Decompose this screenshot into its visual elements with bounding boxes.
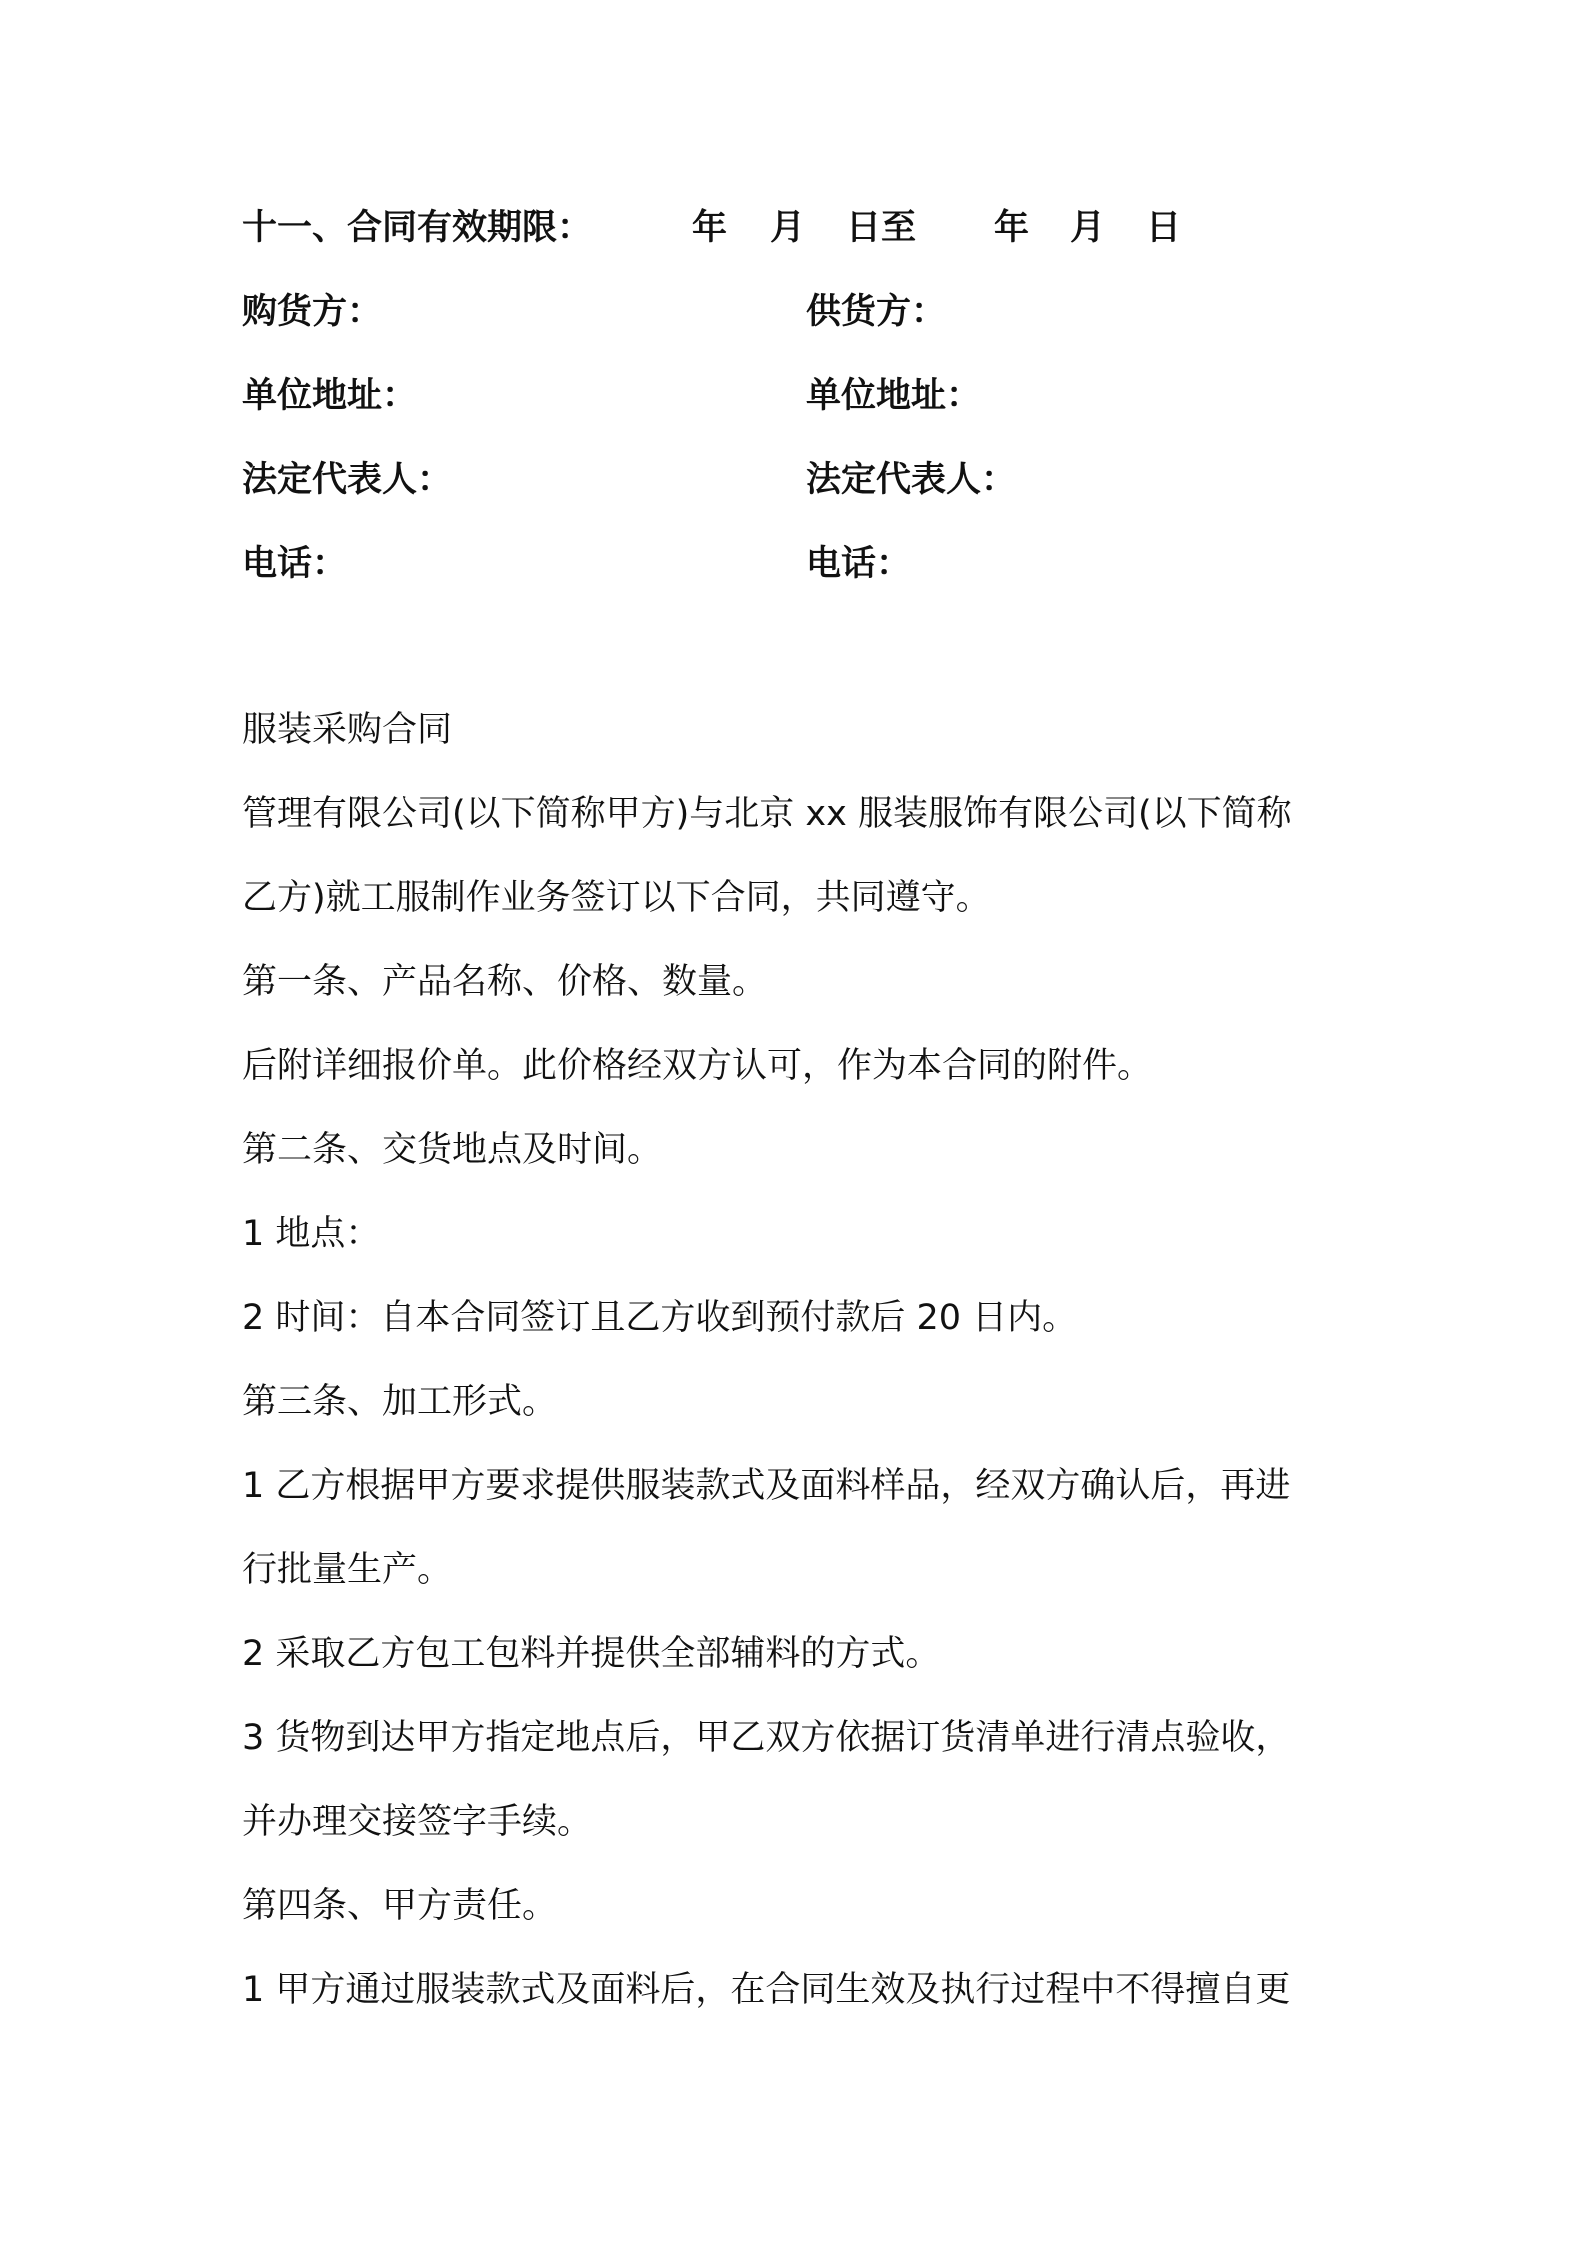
body-line: 行批量生产。 [242,1550,453,1590]
start-year-label: 年 [692,208,728,248]
body-line: 乙方)就工服制作业务签订以下合同，共同遵守。 [242,878,991,918]
buyer-label: 购货方： [242,292,383,332]
start-day-to-label: 日至 [846,208,917,248]
body-line: 1 地点： [242,1214,381,1254]
article-heading: 第三条、加工形式。 [242,1382,558,1422]
seller-phone-label: 电话： [806,544,912,584]
end-day-label: 日 [1146,208,1182,248]
contract-title: 服装采购合同 [242,710,453,750]
start-month-label: 月 [770,208,806,248]
seller-address-label: 单位地址： [806,376,982,416]
buyer-address-label: 单位地址： [242,376,418,416]
body-line: 3 货物到达甲方指定地点后，甲乙双方依据订货清单进行清点验收， [242,1718,1291,1758]
body-line: 1 乙方根据甲方要求提供服装款式及面料样品，经双方确认后，再进 [242,1466,1291,1506]
article-heading: 第四条、甲方责任。 [242,1886,558,1926]
seller-legal-rep-label: 法定代表人： [806,460,1017,500]
body-line: 2 时间：自本合同签订且乙方收到预付款后 20 日内。 [242,1298,1078,1338]
party-row-buyer-seller [242,290,1342,334]
end-year-label: 年 [994,208,1030,248]
buyer-phone-label: 电话： [242,544,348,584]
validity-label: 十一、合同有效期限： [242,208,593,248]
end-month-label: 月 [1070,208,1106,248]
party-row-phone [242,542,1342,586]
body-line: 2 采取乙方包工包料并提供全部辅料的方式。 [242,1634,941,1674]
body-line: 1 甲方通过服装款式及面料后，在合同生效及执行过程中不得擅自更 [242,1970,1291,2010]
article-heading: 第一条、产品名称、价格、数量。 [242,962,768,1002]
article-heading: 第二条、交货地点及时间。 [242,1130,663,1170]
body-line: 后附详细报价单。此价格经双方认可，作为本合同的附件。 [242,1046,1153,1086]
seller-label: 供货方： [806,292,947,332]
body-line: 并办理交接签字手续。 [242,1802,593,1842]
party-row-address [242,374,1342,418]
buyer-legal-rep-label: 法定代表人： [242,460,453,500]
party-row-legal-rep [242,458,1342,502]
body-line: 管理有限公司(以下简称甲方)与北京 xx 服装服饰有限公司(以下简称 [242,794,1292,834]
